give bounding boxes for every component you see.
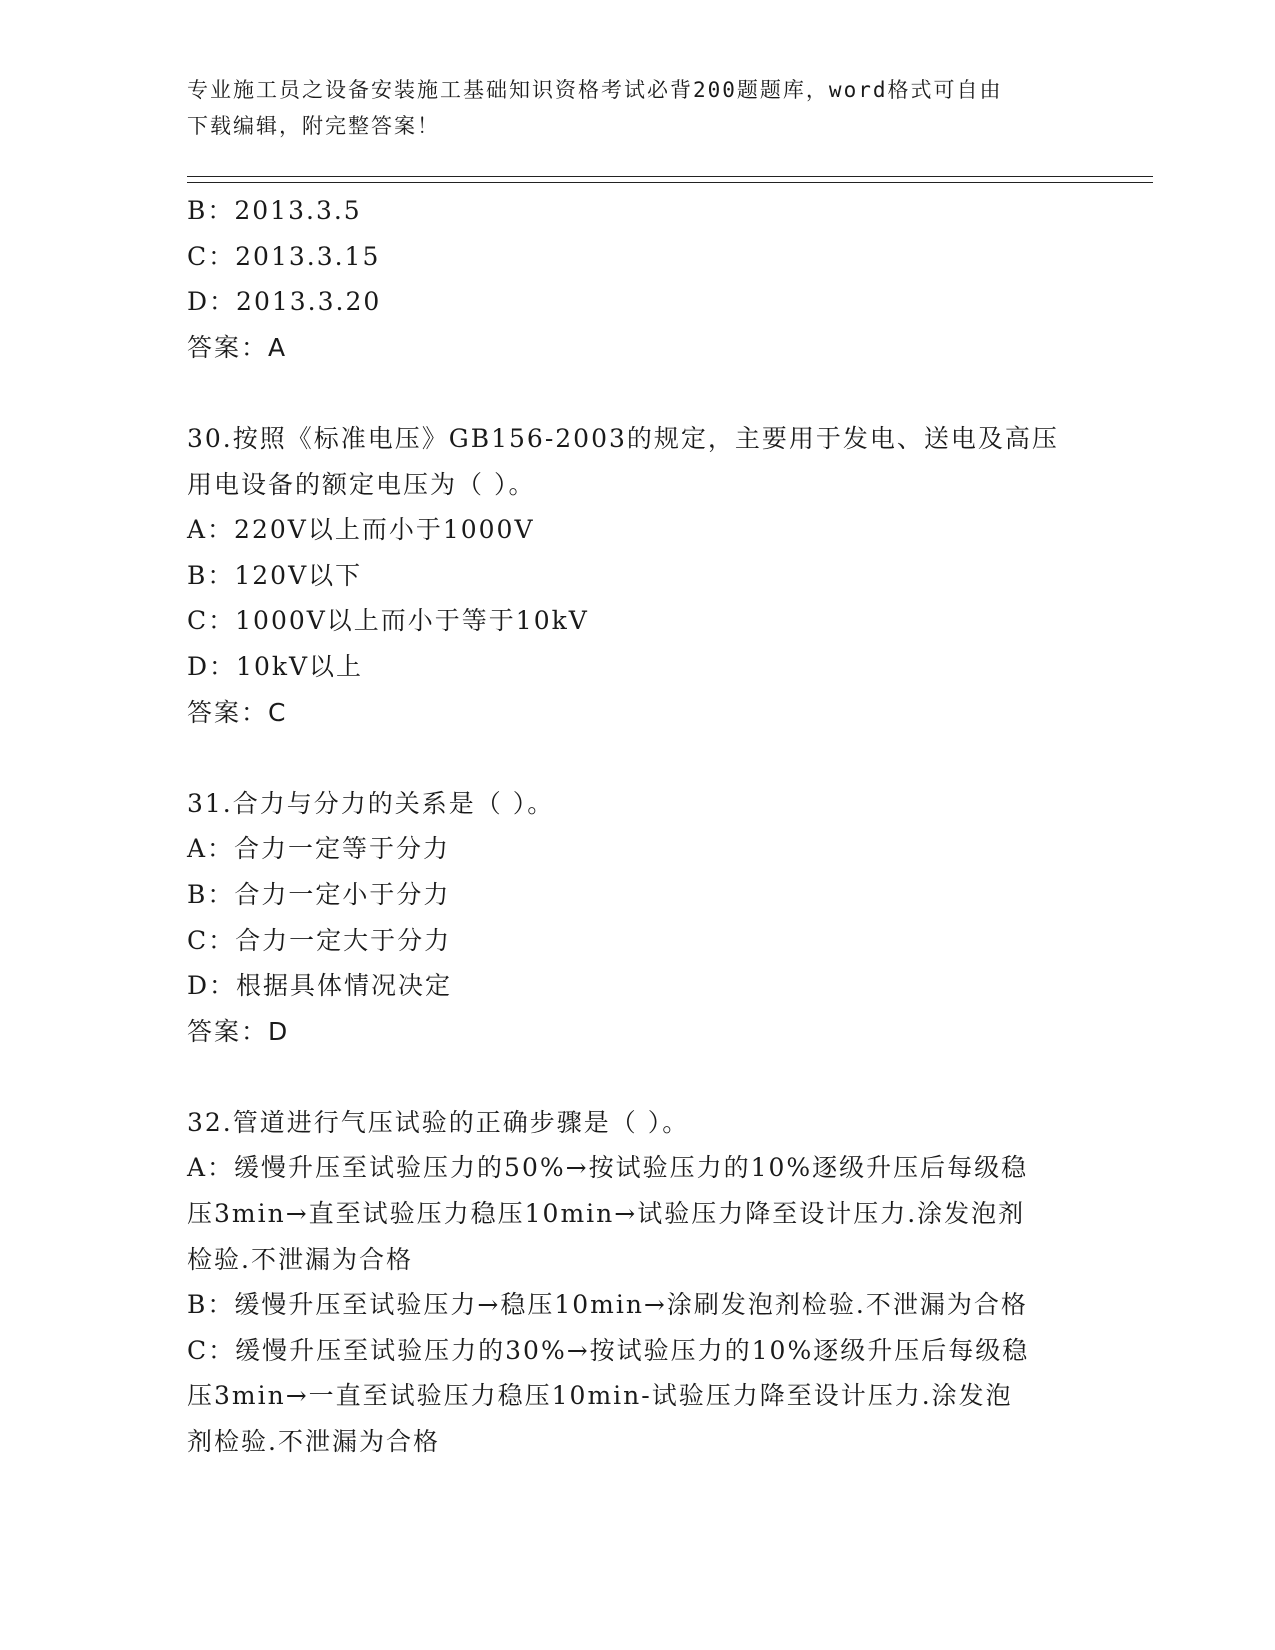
document-header (187, 72, 1067, 144)
option-a-continued: 检验.不泄漏为合格 (187, 1244, 413, 1274)
question-32 (187, 1100, 1087, 1465)
option-a: A：合力一定等于分力 (187, 834, 451, 864)
option-b: B：合力一定小于分力 (187, 879, 451, 909)
header-line-1: 专业施工员之设备安装施工基础知识资格考试必背200题题库，word格式可自由 (187, 78, 1003, 102)
question-stem-continued: 用电设备的额定电压为（ ）。 (187, 469, 536, 499)
option-d: D：根据具体情况决定 (187, 971, 453, 1001)
spacer (187, 1054, 1087, 1100)
option-c: C：2013.3.15 (187, 241, 381, 271)
answer-label: 答案：C (187, 697, 288, 727)
question-stem: 31.合力与分力的关系是（ ）。 (187, 788, 555, 818)
option-a: A：缓慢升压至试验压力的50%→按试验压力的10%逐级升压后每级稳 (187, 1153, 1029, 1183)
answer-label: 答案：D (187, 1016, 290, 1046)
question-31 (187, 781, 1087, 1055)
option-c: C：合力一定大于分力 (187, 925, 452, 955)
spacer (187, 735, 1087, 781)
spacer (187, 370, 1087, 416)
header-line-2: 下载编辑，附完整答案！ (187, 114, 440, 138)
question-stem: 30.按照《标准电压》GB156-2003的规定，主要用于发电、送电及高压 (187, 423, 1059, 453)
option-b: B：120V以下 (187, 560, 363, 590)
option-a-continued: 压3min→直至试验压力稳压10min→试验压力降至设计压力.涂发泡剂 (187, 1199, 1026, 1229)
question-30 (187, 416, 1087, 735)
option-b: B：缓慢升压至试验压力→稳压10min→涂刷发泡剂检验.不泄漏为合格 (187, 1290, 1028, 1320)
option-c: C：1000V以上而小于等于10kV (187, 606, 589, 636)
header-divider-bottom (187, 182, 1153, 183)
header-divider-top (187, 176, 1153, 177)
question-29 (187, 188, 1087, 370)
option-c: C：缓慢升压至试验压力的30%→按试验压力的10%逐级升压后每级稳 (187, 1335, 1030, 1365)
option-d: D：10kV以上 (187, 651, 364, 681)
option-a: A：220V以上而小于1000V (187, 515, 535, 545)
question-stem: 32.管道进行气压试验的正确步骤是（ ）。 (187, 1107, 690, 1137)
option-b: B：2013.3.5 (187, 196, 362, 225)
option-c-continued: 剂检验.不泄漏为合格 (187, 1427, 440, 1457)
option-c-continued: 压3min→一直至试验压力稳压10min-试验压力降至设计压力.涂发泡 (187, 1381, 1013, 1411)
option-d: D：2013.3.20 (187, 287, 382, 317)
question-list (187, 188, 1087, 1465)
answer-label: 答案：A (187, 332, 288, 362)
